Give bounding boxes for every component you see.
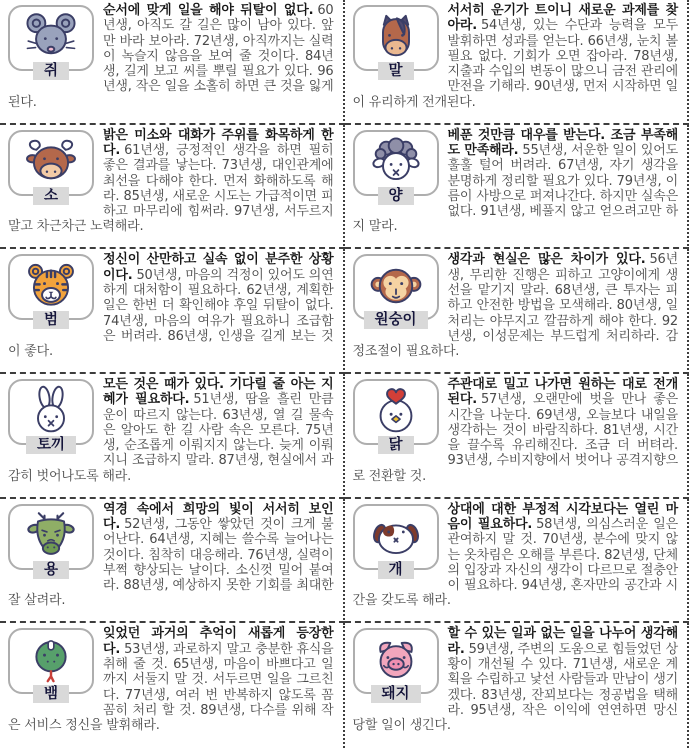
fortune-body: 59년생, 주변의 도움으로 힘들었던 상황이 개선될 수 있다. 71년생, 새로운 계획을 수립하고 낯선 사람들과 만남이 생기겠다. 83년생, 잔꾀보다는 정공법을 택해라. 95년생, 작은 이익에 연연하면 망신 당할 일이 생긴다. [352,641,678,734]
rat-icon [24,11,78,63]
horoscope-cell-rooster [345,374,689,499]
zodiac-label: 말 [377,62,413,80]
sheep-icon [369,136,423,188]
zodiac-icon-box [8,130,94,204]
zodiac-icon-box [353,628,439,703]
zodiac-label: 원숭이 [363,311,427,329]
fortune-headline: 잊었던 과거의 추억이 새롭게 등장한다. [103,626,334,657]
zodiac-icon-box [353,504,439,578]
zodiac-label: 돼지 [370,685,420,703]
monkey-icon [369,260,423,312]
fortune-body: 56년생, 무리한 진행은 피하고 고양이에게 생선을 맡기지 말라. 68년생, 큰 투자는 피하고 안전한 방법을 모색해라. 80년생, 일 처리는 야무지고 깔끔하게 해야 한다. 92년생, 이성문제는 부드럽게 처리하라. 감정조절이 필요하다. [352,252,678,360]
horoscope-cell-rat [0,0,345,125]
rabbit-icon [24,385,78,437]
zodiac-icon-box [8,254,94,329]
pig-icon [369,634,423,686]
fortune-body: 52년생, 그동안 쌓았던 것이 크게 불어난다. 64년생, 지혜는 쓸수록 늘어나는 것이다. 침착히 대응해라. 76년생, 실력이 부쩍 향상되는 날이다. 소신껏 밀어 붙여라. 88년생, 예상하지 못한 기회를 최대한 잘 살려라. [8,516,334,609]
horoscope-cell-ox [0,125,345,250]
fortune-body: 58년생, 의심스러운 일은 관여하지 말 것. 70년생, 분수에 맞지 않는 옷차림은 오해를 부른다. 82년생, 단체의 입장과 자신의 생각이 다르므로 절충안이 필요하다. 94년생, 혼자만의 공간과 시간을 갖도록 해라. [352,516,678,609]
dog-icon [369,510,423,562]
horoscope-cell-dragon [0,499,345,624]
zodiac-icon-box [8,379,94,453]
horoscope-cell-rabbit [0,374,345,499]
zodiac-icon-box [353,5,439,79]
horoscope-cell-snake [0,623,345,748]
horoscope-cell-tiger [0,249,345,374]
zodiac-icon-box [8,504,94,578]
fortune-body: 50년생, 마음의 걱정이 있어도 의연하게 대처함이 필요하다. 62년생, 계획한 일은 한번 더 확인해야 후일 뒤탈이 없다. 74년생, 마음의 여유가 필요하니 조급함은 버려라. 86년생, 인생을 길게 보는 것이 좋다. [8,267,334,360]
zodiac-icon-box [8,628,94,703]
horoscope-cell-dog [345,499,689,624]
fortune-headline: 상대에 대한 부정적 시각보다는 열린 마음이 필요하다. [447,501,678,532]
fortune-body: 53년생, 과로하지 말고 충분한 휴식을 취해 줄 것. 65년생, 마음이 바쁘다고 일까지 서둘지 말 것. 서두르면 일을 그르친다. 77년생, 여러 번 반복하지 않도록 꼼꼼히 처리 할 것. 89년생, 다수를 위해 작은 서비스 정신을 발휘해라. [8,641,334,734]
zodiac-label: 개 [377,561,413,579]
fortune-headline: 밝은 미소와 대화가 주위를 화목하게 한다. [103,127,334,158]
fortune-headline: 할 수 있는 일과 없는 일을 나누어 생각해라. [447,626,678,657]
fortune-headline: 모든 것은 때가 있다. 기다릴 줄 아는 지혜가 필요하다. [103,376,334,408]
fortune-headline: 정신이 산만하고 실속 없이 분주한 상황이다. [103,252,334,283]
zodiac-label: 양 [377,187,413,205]
rooster-icon [369,385,423,437]
fortune-headline: 역경 속에서 희망의 빛이 서서히 보인다. [103,501,334,532]
zodiac-label: 토끼 [26,436,76,454]
tiger-icon [24,260,78,312]
zodiac-label: 닭 [377,436,413,454]
horoscope-cell-horse [345,0,689,125]
zodiac-icon-box [353,130,439,204]
ox-icon [24,136,78,188]
zodiac-label: 범 [33,311,69,329]
snake-icon [24,634,78,686]
horoscope-cell-pig [345,623,689,748]
fortune-body: 61년생, 긍정적인 생각을 하면 필히 좋은 결과를 낳는다. 73년생, 대인관계에 최선을 다해야 한다. 먼저 화해하도록 해라. 85년생, 새로운 시도는 가급적이면 피하고 마무리에 힘써라. 97년생, 서두르지 말고 차근차근 노력해라. [8,142,334,235]
fortune-headline: 베푼 것만큼 대우를 받는다. 조금 부족해도 만족해라. [447,127,678,158]
fortune-body: 60년생, 아직도 갈 길은 많이 남아 있다. 앞만 바라 보아라. 72년생, 아직까지는 실력이 녹슬지 않음을 보여 줄 것이다. 84년생, 길게 보고 씨를 뿌릴 필요가 있다. 96년생, 작은 일을 소홀히 하면 큰 것을 잃게 된다. [8,3,334,110]
fortune-body: 55년생, 서운한 일이 있어도 훌훌 털어 버려라. 67년생, 자기 생각을 분명하게 정리할 필요가 있다. 79년생, 이름이 사방으로 퍼져나간다. 하지만 실속은 없다. 91년생, 베풀지 않고 얻으려고만 하지 말라. [352,142,678,235]
fortune-body: 54년생, 있는 수단과 능력을 모두 발휘하면 성과를 얻는다. 66년생, 눈치 볼 필요 없다. 기회가 오면 잡아라. 78년생, 지출과 수입의 변동이 많으니 금전 관리에 만전을 기해라. 90년생, 먼저 시작하면 일이 유리하게 전개된다. [352,18,678,110]
zodiac-label: 용 [33,561,69,579]
fortune-headline: 순서에 맞게 일을 해야 뒤탈이 없다. [103,3,314,18]
zodiac-label: 쥐 [33,62,69,80]
fortune-headline: 주관대로 밀고 나가면 원하는 대로 전개된다. [447,376,678,408]
fortune-body: 57년생, 오랜만에 벗을 만나 좋은 시간을 나눈다. 69년생, 오늘보다 내일을 생각하는 것이 바람직하다. 81년생, 시간을 끌수록 유리해진다. 조금 더 버텨라. 93년생, 수비지향에서 벗어나 공격지향으로 전환할 것. [352,392,678,484]
zodiac-label: 뱀 [33,685,69,703]
dragon-icon [24,510,78,562]
zodiac-icon-box [353,379,439,453]
horse-icon [369,11,423,63]
zodiac-icon-box [8,5,94,79]
horoscope-cell-monkey [345,249,689,374]
fortune-headline: 생각과 현실은 많은 차이가 있다. [447,252,646,268]
zodiac-icon-box [353,254,439,329]
fortune-headline: 서서히 운기가 트이니 새로운 과제를 찾아라. [447,3,678,34]
zodiac-label: 소 [33,187,69,205]
horoscope-cell-sheep [345,125,689,250]
fortune-body: 51년생, 땀을 흘린 만큼 운이 따르지 않는다. 63년생, 열 길 물속은 알아도 한 길 사람 속은 모른다. 75년생, 순조롭게 이뤄지지 않는다. 늦게 이뤄지니 조급하지 말라. 87년생, 현실에서 과감히 벗어나도록 해라. [8,392,334,484]
